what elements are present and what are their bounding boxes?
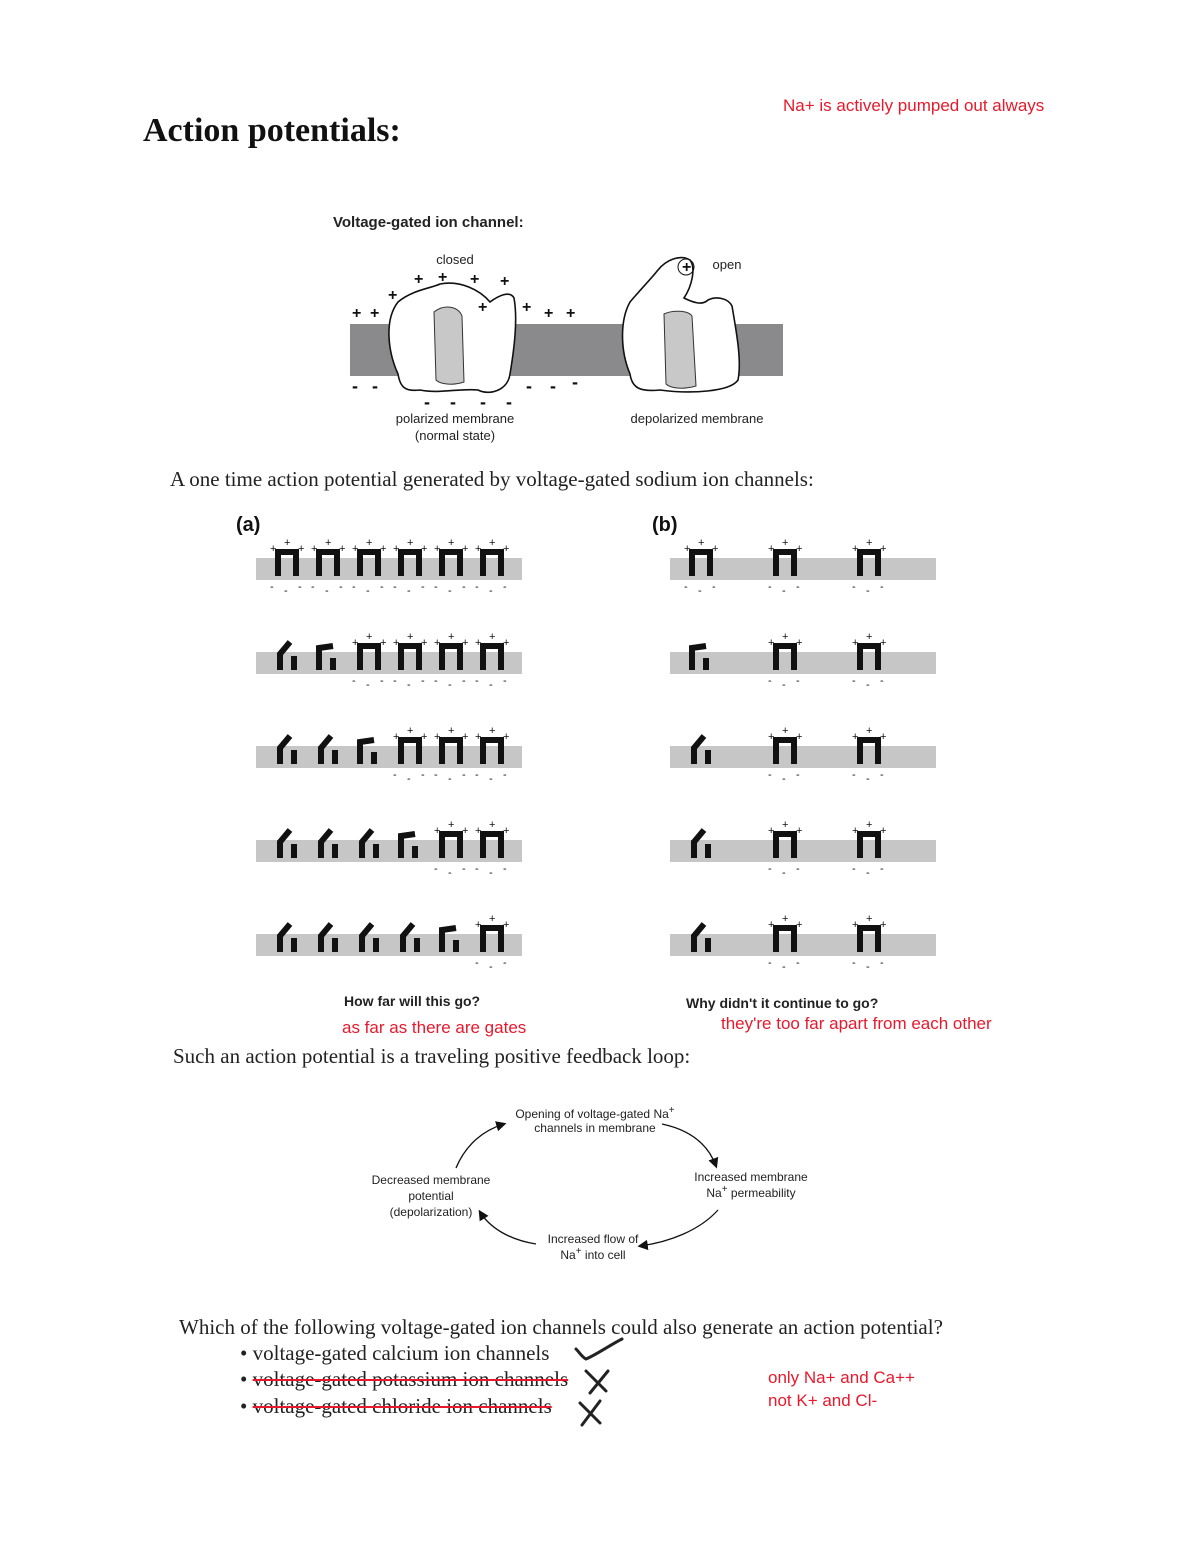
svg-text:+: + [503,731,510,743]
svg-text:+: + [503,543,510,555]
svg-text:+: + [503,919,510,931]
channel-figure-title: Voltage-gated ion channel: [333,214,524,231]
svg-text:-: - [448,867,452,879]
svg-text:-: - [506,392,512,412]
svg-text:+: + [478,299,488,316]
svg-text:-: - [475,675,479,687]
svg-text:+: + [339,543,346,555]
svg-text:-: - [796,581,800,593]
svg-text:+: + [684,543,691,555]
svg-text:-: - [768,863,772,875]
svg-text:+: + [880,543,887,555]
svg-text:-: - [311,581,315,593]
svg-text:-: - [880,863,884,875]
svg-text:+: + [768,637,775,649]
open-pore [664,311,696,388]
svg-text:+: + [796,637,803,649]
cycle-step-bottom: Increased flow of Na+ into cell [547,1232,639,1262]
svg-text:-: - [270,581,274,593]
svg-text:-: - [421,769,425,781]
svg-text:-: - [475,957,479,969]
svg-text:-: - [380,581,384,593]
svg-text:-: - [782,773,786,785]
svg-text:+: + [782,819,789,831]
svg-text:-: - [352,376,358,396]
svg-text:+: + [434,825,441,837]
polarized-label: polarized membrane [395,411,515,426]
svg-text:-: - [462,581,466,593]
svg-text:+: + [768,919,775,931]
svg-text:+: + [489,819,496,831]
svg-text:-: - [393,581,397,593]
svg-text:+: + [475,825,482,837]
svg-text:+: + [782,913,789,925]
cycle-step-right: Increased membrane Na+ permeability [694,1170,808,1200]
svg-text:-: - [866,585,870,597]
svg-text:+: + [852,543,859,555]
svg-text:-: - [372,376,378,396]
svg-text:-: - [366,585,370,597]
svg-text:-: - [352,675,356,687]
svg-text:+: + [866,725,873,737]
svg-text:-: - [407,773,411,785]
svg-text:-: - [489,679,493,691]
svg-text:-: - [325,585,329,597]
depolarized-label: depolarized membrane [630,411,764,426]
svg-text:-: - [782,961,786,973]
svg-text:+: + [462,637,469,649]
svg-text:+: + [470,271,480,288]
svg-text:-: - [698,585,702,597]
svg-text:+: + [352,543,359,555]
svg-text:+: + [866,538,873,549]
svg-text:+: + [462,825,469,837]
svg-text:+: + [448,631,455,643]
svg-text:+: + [796,543,803,555]
svg-text:+: + [768,543,775,555]
svg-text:+: + [370,305,380,322]
svg-text:+: + [407,538,414,549]
svg-text:+: + [489,913,496,925]
svg-text:+: + [407,725,414,737]
intro-sentence: A one time action potential generated by voltage-gated sodium ion channels: [170,467,814,491]
svg-text:-: - [768,581,772,593]
svg-text:+: + [782,725,789,737]
svg-text:+: + [393,731,400,743]
svg-text:-: - [684,581,688,593]
svg-text:+: + [852,825,859,837]
svg-text:+: + [393,637,400,649]
svg-text:-: - [572,372,578,392]
svg-text:-: - [852,769,856,781]
svg-text:+: + [448,725,455,737]
answer-b-annotation: they're too far apart from each other [721,1014,992,1033]
svg-text:-: - [339,581,343,593]
page-title: Action potentials: [143,112,401,149]
svg-text:-: - [852,581,856,593]
panel-b-question: Why didn't it continue to go? [686,995,879,1011]
svg-text:+: + [768,731,775,743]
svg-text:+: + [796,731,803,743]
option-potassium: • voltage-gated potassium ion channels [240,1367,569,1391]
svg-text:+: + [325,538,332,549]
svg-text:+: + [880,825,887,837]
svg-text:+: + [352,637,359,649]
normal-state-label: (normal state) [414,428,496,443]
svg-text:+: + [380,543,387,555]
svg-text:-: - [434,581,438,593]
svg-text:+: + [434,543,441,555]
svg-text:-: - [866,867,870,879]
svg-text:-: - [796,863,800,875]
svg-text:-: - [880,675,884,687]
svg-text:-: - [866,773,870,785]
svg-text:+: + [421,543,428,555]
svg-text:+: + [298,543,305,555]
svg-text:-: - [421,581,425,593]
svg-text:-: - [852,675,856,687]
cross-mark-icon [580,1401,600,1425]
svg-text:-: - [503,581,507,593]
svg-text:+: + [366,631,373,643]
svg-text:+: + [852,731,859,743]
svg-text:+: + [522,299,532,316]
svg-text:+: + [796,919,803,931]
svg-text:-: - [424,392,430,412]
svg-text:-: - [475,581,479,593]
svg-text:-: - [489,867,493,879]
svg-text:-: - [434,675,438,687]
svg-text:-: - [462,769,466,781]
svg-text:+: + [366,538,373,549]
svg-text:-: - [852,957,856,969]
option-chloride: • voltage-gated chloride ion channels [240,1394,552,1418]
svg-text:-: - [366,679,370,691]
svg-text:-: - [880,957,884,969]
svg-text:-: - [298,581,302,593]
svg-text:+: + [284,538,291,549]
svg-text:-: - [480,392,486,412]
svg-text:+: + [475,731,482,743]
cycle-step-top: Opening of voltage-gated Na+ channels in membrane [515,1105,675,1135]
svg-text:+: + [852,637,859,649]
svg-text:+: + [796,825,803,837]
svg-text:+: + [421,731,428,743]
ion-note-2: not K+ and Cl- [768,1391,878,1410]
closed-label: closed [436,252,474,267]
svg-text:-: - [352,581,356,593]
panel-b-diagram [664,538,944,978]
svg-text:+: + [448,538,455,549]
svg-text:+: + [682,259,692,276]
membrane-strip [670,652,936,674]
svg-text:+: + [768,825,775,837]
svg-text:-: - [712,581,716,593]
svg-text:-: - [284,585,288,597]
svg-text:+: + [475,919,482,931]
svg-text:-: - [768,957,772,969]
panel-a-label: (a) [236,514,261,536]
svg-text:-: - [489,773,493,785]
svg-text:+: + [566,305,576,322]
top-annotation: Na+ is actively pumped out always [783,96,1045,115]
svg-text:-: - [448,585,452,597]
svg-text:-: - [448,773,452,785]
svg-text:-: - [462,863,466,875]
svg-text:+: + [698,538,705,549]
svg-text:-: - [489,585,493,597]
svg-text:-: - [866,679,870,691]
svg-text:+: + [500,273,510,290]
svg-text:+: + [438,269,448,286]
svg-text:+: + [712,543,719,555]
svg-text:+: + [448,819,455,831]
svg-text:-: - [782,679,786,691]
svg-text:+: + [475,543,482,555]
svg-text:+: + [407,631,414,643]
svg-text:-: - [796,675,800,687]
handwritten-marks [570,1335,630,1430]
svg-text:-: - [475,863,479,875]
svg-text:-: - [782,585,786,597]
svg-text:-: - [448,679,452,691]
check-mark-icon [576,1339,622,1359]
svg-text:-: - [503,769,507,781]
svg-text:+: + [388,287,398,304]
svg-text:+: + [489,725,496,737]
svg-text:-: - [393,675,397,687]
svg-text:-: - [768,769,772,781]
svg-text:+: + [414,271,424,288]
svg-text:-: - [503,957,507,969]
svg-text:-: - [407,585,411,597]
svg-text:-: - [880,581,884,593]
svg-text:+: + [270,543,277,555]
arrow-left-to-top [456,1124,504,1168]
panel-b-label: (b) [652,514,678,536]
panel-a-question: How far will this go? [344,993,481,1009]
svg-text:-: - [796,769,800,781]
svg-text:+: + [866,631,873,643]
svg-text:-: - [434,863,438,875]
option-calcium: • voltage-gated calcium ion channels [240,1341,550,1365]
svg-text:+: + [866,913,873,925]
svg-text:+: + [462,731,469,743]
svg-text:+: + [544,305,554,322]
svg-text:+: + [503,637,510,649]
svg-text:+: + [782,538,789,549]
svg-text:-: - [796,957,800,969]
svg-text:+: + [311,543,318,555]
svg-text:-: - [421,675,425,687]
svg-text:+: + [462,543,469,555]
svg-text:+: + [421,637,428,649]
closed-pore [434,307,464,384]
svg-text:-: - [526,376,532,396]
svg-text:+: + [503,825,510,837]
svg-text:+: + [393,543,400,555]
svg-text:+: + [852,919,859,931]
svg-text:+: + [782,631,789,643]
svg-text:-: - [503,675,507,687]
svg-text:-: - [782,867,786,879]
loop-sentence: Such an action potential is a traveling positive feedback loop: [173,1044,691,1068]
svg-text:+: + [380,637,387,649]
svg-text:-: - [503,863,507,875]
cross-mark-icon [586,1371,608,1393]
svg-text:-: - [450,392,456,412]
answer-a-annotation: as far as there are gates [342,1018,527,1037]
svg-text:+: + [489,538,496,549]
svg-text:-: - [475,769,479,781]
svg-text:+: + [880,731,887,743]
svg-text:+: + [434,637,441,649]
question-text: Which of the following voltage-gated ion channels could also generate an action potential? [179,1315,943,1339]
svg-text:-: - [380,675,384,687]
panel-a-diagram [250,538,530,978]
svg-text:+: + [880,637,887,649]
ion-note-1: only Na+ and Ca++ [768,1368,915,1387]
svg-text:-: - [852,863,856,875]
cycle-step-left: Decreased membrane potential (depolarization) [371,1173,491,1219]
svg-text:-: - [489,961,493,973]
svg-text:+: + [352,305,362,322]
svg-text:+: + [475,637,482,649]
svg-text:-: - [866,961,870,973]
svg-text:-: - [550,376,556,396]
svg-text:+: + [489,631,496,643]
svg-text:+: + [434,731,441,743]
svg-text:-: - [768,675,772,687]
svg-text:-: - [880,769,884,781]
svg-text:+: + [880,919,887,931]
svg-text:-: - [434,769,438,781]
svg-text:-: - [462,675,466,687]
open-label: open [712,257,742,272]
svg-text:-: - [407,679,411,691]
svg-text:-: - [393,769,397,781]
svg-text:+: + [866,819,873,831]
